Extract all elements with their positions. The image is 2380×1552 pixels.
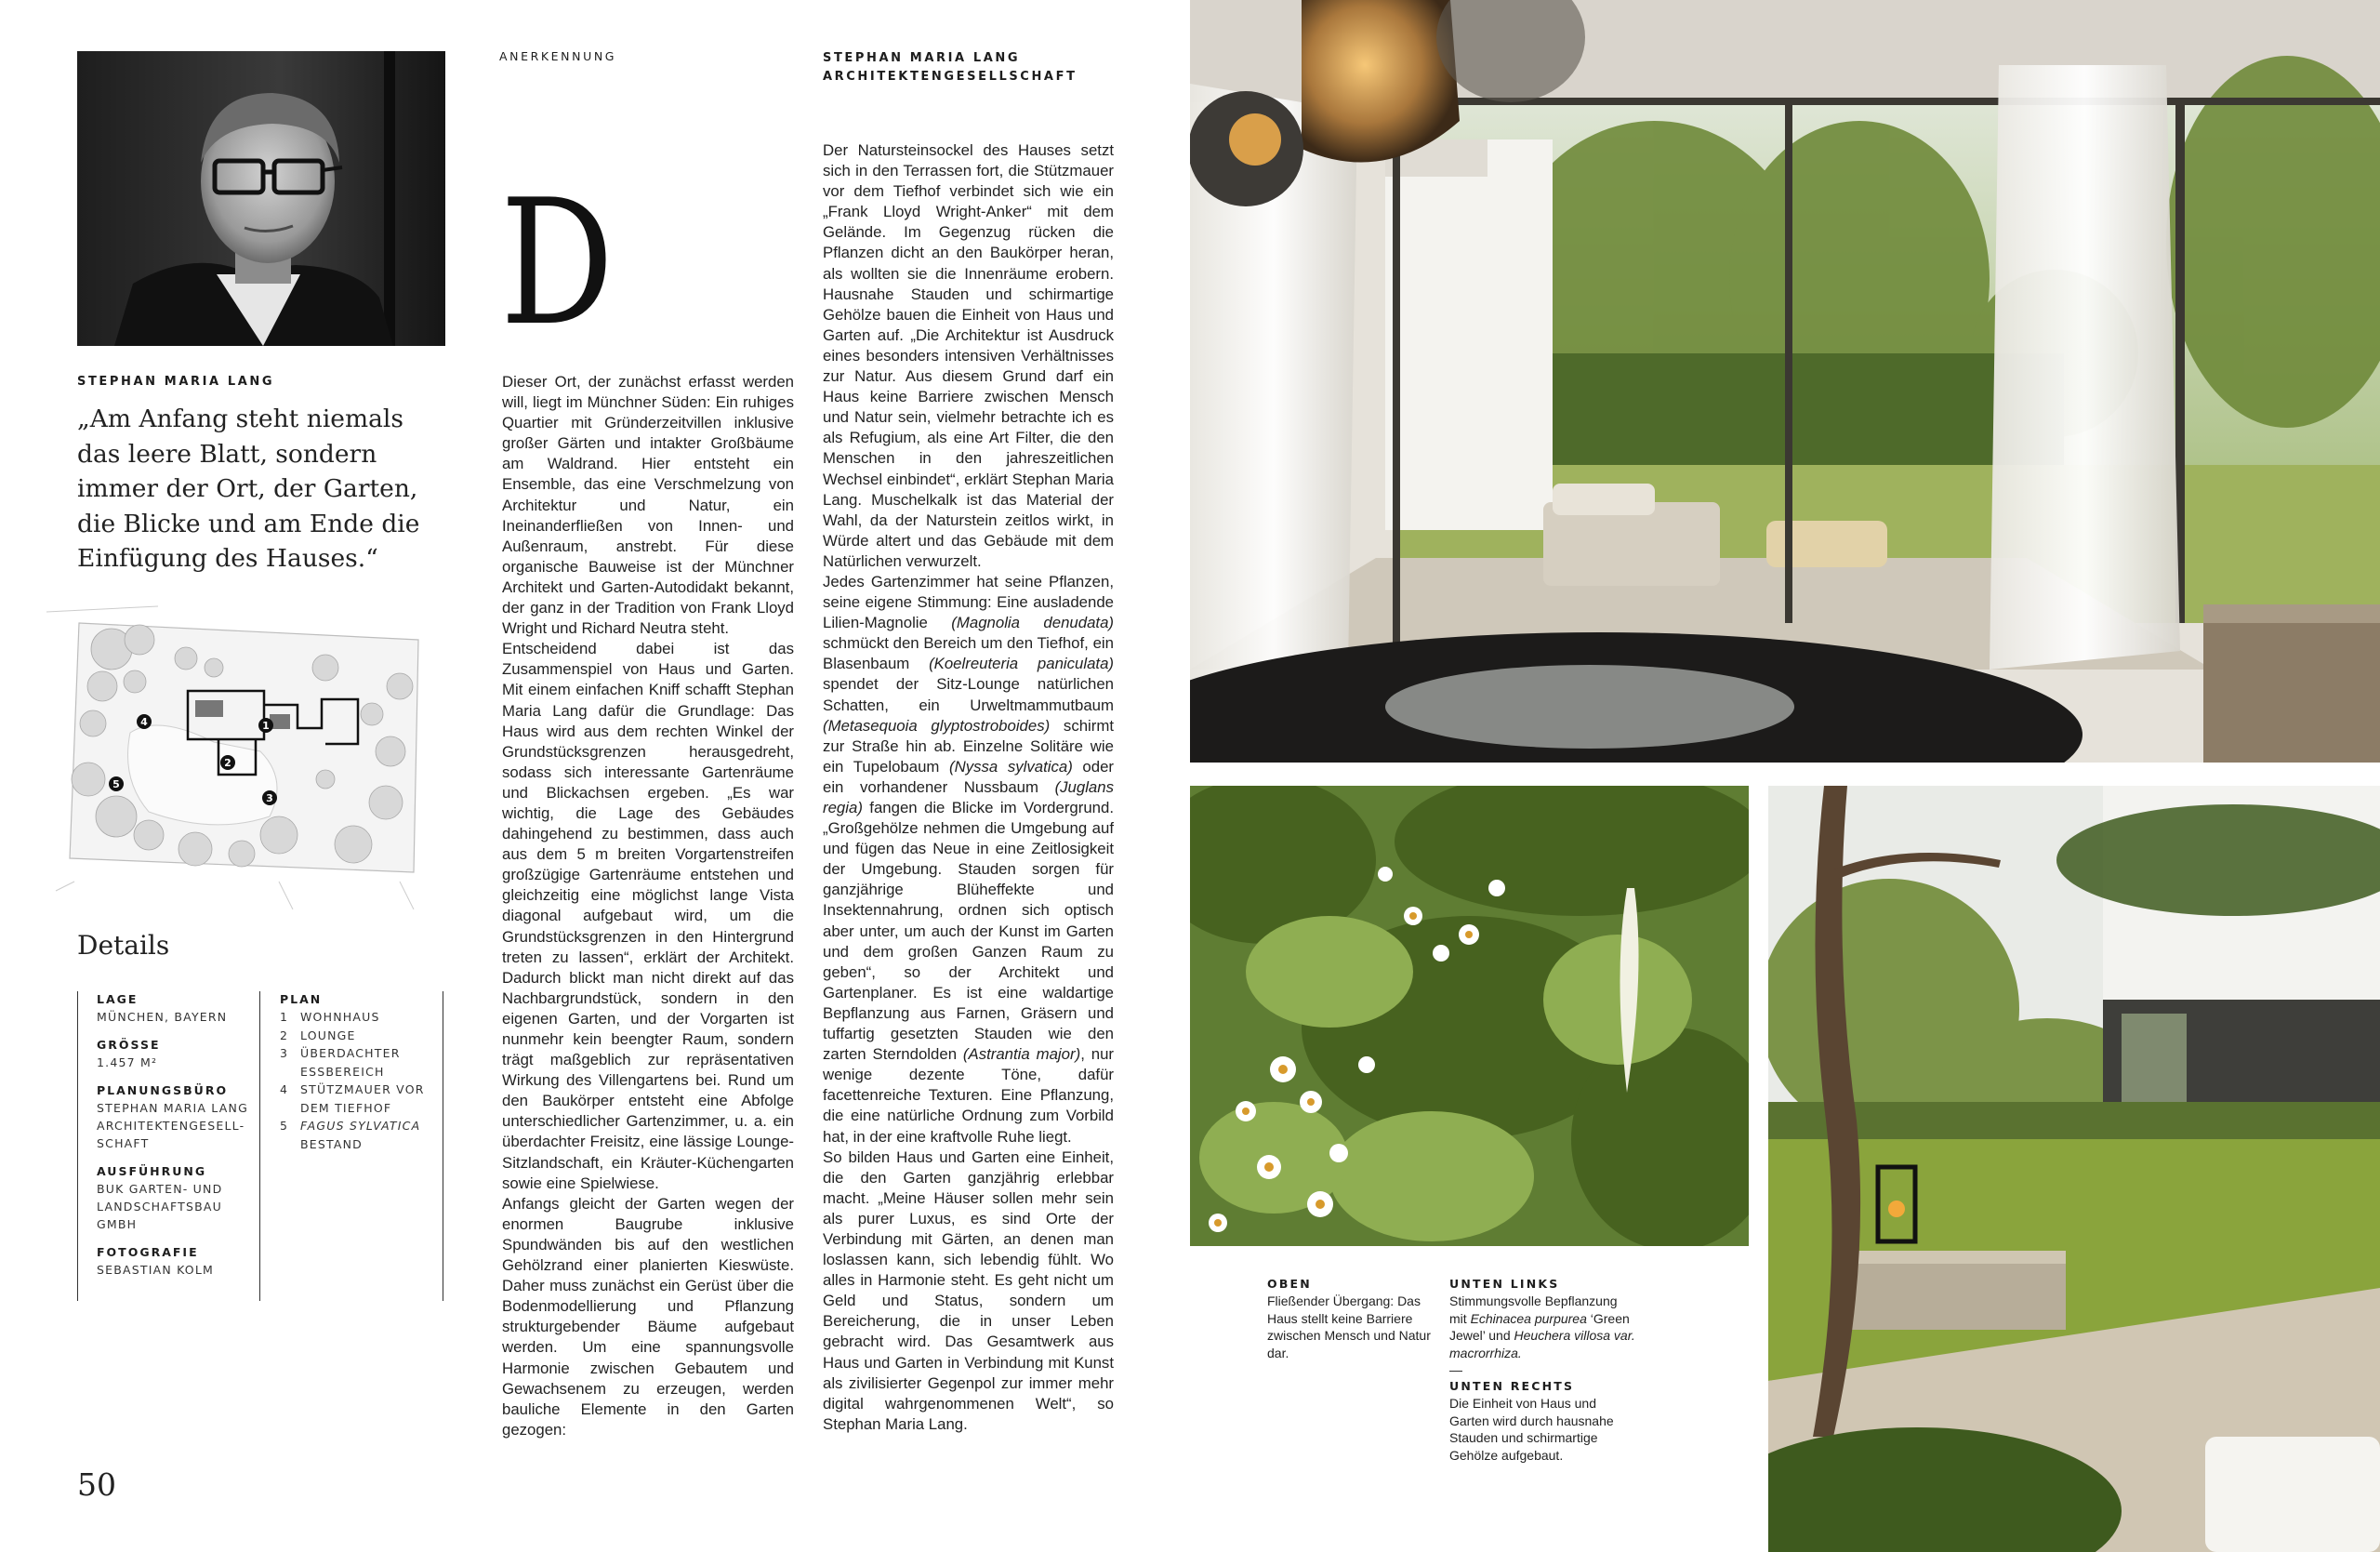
details-entry	[97, 1244, 255, 1279]
details-box	[77, 991, 443, 1301]
article-paragraph: Der Natursteinsockel des Hauses setzt sich in den Terrassen fort, die Stützmauer vor dem Tiefhof verbindet sich wie ein „Frank Lloyd Wright-Anker“ mit dem Gelände. Im Gegenzug rücken die Pflanzen dicht an den Baukörper heran, als wollten sie die Innenräume erobern. Hausnahe Stauden und schirmartige Gehölze bauen die Einheit von Haus und Garten auf. „Die Architektur ist Ausdruck eines besonders intensiven Verhältnisses zur Natur. Aus diesem Grund darf ein Haus keine Barriere zwischen Mensch und Natur sein, vielmehr betrachte ich es als Refugium, als eine Art Filter, die den Menschen in den jahreszeitlichen Wechsel einbindet“, erklärt Stephan Maria Lang. Muschelkalk ist das Material der Wahl, da der Naturstein zeitlos wirkt, in Würde altert und das Gebäude mit dem Natürlichen verwurzelt.	[823, 141, 1114, 570]
plan-label: PLAN	[280, 992, 323, 1006]
paragraph-text: Jedes Gartenzimmer hat seine Pflanzen, seine eigene Stimmung: Eine ausladende Lilien-Magnolie	[823, 572, 1114, 632]
paragraph-text: schirmt zur Straße hin ab. Einzelne Solitäre wie ein Tupelobaum	[823, 716, 1114, 776]
plan-item-text: ÜBERDACHTER ESSBEREICH	[300, 1046, 401, 1079]
caption-text: Die Einheit von Haus und Garten wird durch hausnahe Stauden und schirmartige Gehölze aufgebaut.	[1449, 1396, 1614, 1463]
plan-item	[280, 1117, 438, 1153]
paragraph-text: spendet der Sitz-Lounge natürlichen Schatten, ein Urweltmammutbaum	[823, 675, 1114, 714]
plan-item-text-2: BESTAND	[300, 1136, 363, 1151]
details-value: MÜNCHEN, BAYERN	[97, 1010, 228, 1024]
details-plan-column	[280, 991, 438, 1153]
site-plan-marker: 4	[140, 716, 148, 728]
plan-item-text: STÜTZMAUER VOR DEM TIEFHOF	[300, 1082, 425, 1115]
caption-text-part: ‘Green Jewel’ und	[1449, 1310, 1630, 1343]
site-plan-marker: 5	[112, 778, 120, 790]
details-value: 1.457 M²	[97, 1055, 158, 1069]
article-paragraph: Entscheidend dabei ist das Zusammenspiel von Haus und Garten. Mit einem einfachen Kniff schafft Stephan Maria Lang dafür die Grundlage: Das Haus wird aus dem rechten Winkel der Grundstücksgrenzen herausgedreht, sodass sich interessante Gartenräume und Blickachsen ergeben. „Es war wichtig, die Lage des Gebäudes dahingehend zu bestimmen, dass auch aus dem 5 m breiten Vorgartenstreifen großzügige Gartenräume entstehen und gleichzeitig eine möglichst lange Vista diagonal aufgebaut wird, um die Grundstücksgrenzen in den Hintergrund treten zu lassen“, erklärt der Architekt. Dadurch blickt man nicht direkt auf das Nachbargrundstück, sondern in den eigenen Garten, und der Vorgarten ist nunmehr kein beengter Raum, sondern trägt maßgeblich zur repräsentativen Wirkung des Villengartens bei. Rund um den Baukörper entsteht eine Abfolge unterschiedlicher Gartenzimmer, u. a. ein überdachter Freisitz, eine lässige Lounge-Sitzlandschaft, ein Kräuter-Küchengarten sowie eine Spielwiese.	[502, 640, 794, 1192]
photo-garden-lantern	[1768, 786, 2380, 1552]
column-header-line: STEPHAN MARIA LANG	[823, 51, 1021, 65]
plan-item	[280, 1044, 438, 1081]
section-label: ANERKENNUNG	[499, 49, 617, 63]
paragraph-text: oder ein vorhandener Nussbaum	[823, 757, 1115, 796]
portrait-photo	[77, 51, 445, 346]
caption-italic: Heuchera villosa var. macrorrhiza.	[1449, 1328, 1635, 1360]
botanical-name: (Astrantia major)	[962, 1045, 1081, 1064]
article-paragraph: Anfangs gleicht der Garten wegen der enormen Baugrube inklusive Spundwänden bis auf den westlichen Gehölzrand einer planierten Kieswüste. Daher muss zunächst ein Gerüst über die Bodenmodellierung und Pflanzung strukturgebender Bäume aufgebaut werden. Um eine spannungsvolle Harmonie zwischen Gebautem und Gewachsenem zu erzeugen, werden bauliche Elemente in den Garten gezogen:	[502, 1194, 794, 1439]
caption-text-part: Stimmungsvolle Bepflanzung mit	[1449, 1293, 1618, 1326]
site-plan	[46, 603, 428, 909]
page-number: 50	[77, 1466, 116, 1503]
botanical-name: (Koelreuteria paniculata)	[929, 655, 1114, 673]
article-paragraph: Dieser Ort, der zunächst erfasst werden will, liegt im Münchner Süden: Ein ruhiges Quartier mit Gründerzeitvillen inklusive großer Gärten und intakter Großbäume am Waldrand. Hier entsteht ein Ensemble, das eine Verschmelzung von Architektur und Natur, ein Ineinanderfließen von Innen- und Außenraum, anstrebt. Für diese organische Bauweise ist der Münchner Architekt und Garten-Autodidakt bekannt, der ganz in der Tradition von Frank Lloyd Wright und Richard Neutra steht.	[502, 373, 794, 638]
plan-item-number: 3	[280, 1046, 289, 1060]
details-title: Details	[77, 930, 170, 961]
botanical-name: (Metasequoia glyptostroboides)	[823, 716, 1051, 735]
plan-item	[280, 1081, 438, 1117]
plan-item-text: LOUNGE	[300, 1028, 356, 1042]
details-entry	[97, 991, 255, 1026]
details-label: PLANUNGSBÜRO	[97, 1083, 229, 1097]
details-label: GRÖSSE	[97, 1038, 161, 1052]
details-value: BUK GARTEN- UND LANDSCHAFTSBAU GMBH	[97, 1182, 223, 1231]
article-column-1	[502, 372, 794, 1440]
column-header-line: ARCHITEKTENGESELLSCHAFT	[823, 70, 1078, 84]
plan-item-italic: FAGUS SYLVATICA	[300, 1119, 421, 1133]
botanical-name: (Magnolia denudata)	[951, 614, 1114, 632]
caption-dash: —	[1449, 1362, 1462, 1377]
plan-item-text: WOHNHAUS	[300, 1010, 380, 1024]
plan-item	[280, 1008, 438, 1027]
article-paragraph: So bilden Haus und Garten eine Einheit, die den Garten ganzjährig erlebbar macht. „Meine Häuser sollen mehr sein als purer Luxus, es sind Orte der Verbindung mit Gärten, an denen man loslassen kann, sich lebendig fühlt. Wo alles in Harmonie steht. Es geht nicht um Geld und Status, sondern um Bereicherung, die in unser Leben gebracht wird. Das Gesamtwerk aus Haus und Garten in Verbindung mit Kunst als zivilisierter Gegenpol zur immer mehr digital wahrgenommenen Welt“, so Stephan Maria Lang.	[823, 1147, 1114, 1433]
details-entry	[97, 1037, 255, 1071]
drop-cap: D	[500, 162, 615, 364]
details-divider	[259, 991, 260, 1301]
caption-label: UNTEN RECHTS	[1449, 1379, 1575, 1393]
paragraph-text: , nur wenige dezente Töne, dafür facettenreiche Texturen. Eine Pflanzung, die eine natürliche Ordnung zum Vorbild hat, in der eine kraftvolle Ruhe liegt.	[823, 1045, 1114, 1146]
site-plan-marker: 1	[262, 720, 270, 732]
pull-quote: „Am Anfang steht niemals das leere Blatt, sondern immer der Ort, der Garten, die Blicke und am Ende die Einfügung des Hauses.“	[77, 405, 420, 573]
botanical-name: (Juglans regia)	[823, 777, 1114, 816]
portrait-image	[77, 51, 445, 346]
details-entry	[97, 1082, 255, 1152]
details-label: AUSFÜHRUNG	[97, 1164, 207, 1178]
photo-living-room-garden-view	[1190, 0, 2380, 763]
paragraph-text: schmückt den Bereich um den Tiefhof, ein Blasenbaum	[823, 634, 1114, 673]
plan-item	[280, 1027, 438, 1045]
plan-item-text	[300, 1117, 420, 1153]
photo-flower-bed	[1190, 786, 1749, 1246]
caption-text: Fließender Übergang: Das Haus stellt keine Barriere zwischen Mensch und Natur dar.	[1267, 1293, 1431, 1360]
caption-label: UNTEN LINKS	[1449, 1277, 1560, 1291]
details-left-column	[97, 991, 255, 1279]
article-column-2	[823, 140, 1114, 1435]
caption-italic: Echinacea purpurea	[1470, 1310, 1587, 1326]
details-label: LAGE	[97, 992, 139, 1006]
caption-top	[1267, 1276, 1439, 1361]
caption-bottom	[1449, 1276, 1635, 1464]
plan-item-number: 5	[280, 1119, 289, 1133]
plan-item-number: 4	[280, 1082, 289, 1096]
site-plan-marker: 2	[224, 757, 231, 769]
caption-text	[1449, 1293, 1635, 1361]
details-value: SEBASTIAN KOLM	[97, 1263, 214, 1277]
site-plan-marker: 3	[266, 792, 273, 804]
details-divider	[77, 991, 78, 1301]
paragraph-text: fangen die Blicke im Vordergrund. „Großgehölze nehmen die Umgebung auf und fügen das Neue in eine Zeitlosigkeit der Umgebung. Stauden sorgen für ganzjährige Blüheffekte und Insektennahrung, ordnen sich optisch aber unter, um auch der Kunst im Garten und dem großen Ganzen Raum zu geben“, so der Architekt und Gartenplaner. Es ist eine waldartige Bepflanzung aus Farnen, Gräsern und tuffartig gesetzten Stauden wie den zarten Sterndolden	[823, 799, 1114, 1064]
caption-label: OBEN	[1267, 1277, 1312, 1291]
plan-item-number: 2	[280, 1028, 289, 1042]
details-entry	[97, 1163, 255, 1233]
column-header	[823, 49, 1120, 86]
portrait-name: STEPHAN MARIA LANG	[77, 375, 275, 389]
details-label: FOTOGRAFIE	[97, 1245, 199, 1259]
details-value: STEPHAN MARIA LANG ARCHITEKTENGESELL-SCHAFT	[97, 1101, 248, 1150]
article-paragraph	[823, 572, 1114, 1147]
botanical-name: (Nyssa sylvatica)	[949, 757, 1073, 776]
plan-item-number: 1	[280, 1010, 289, 1024]
